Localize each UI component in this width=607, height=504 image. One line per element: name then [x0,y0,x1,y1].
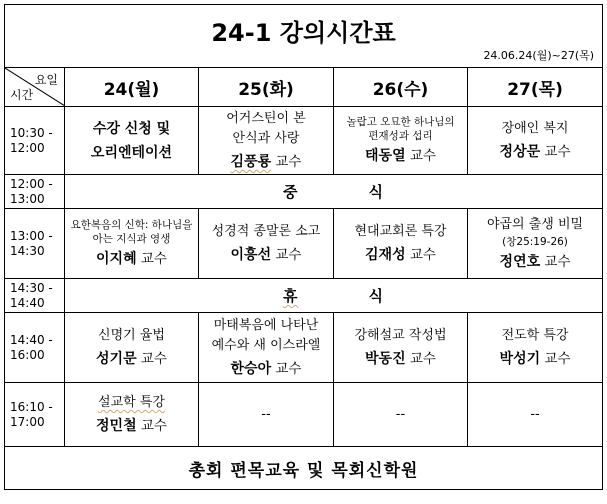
course-title: 오리엔테이션 [90,144,173,161]
timetable [4,4,603,490]
course-title: 어거스틴이 본 [226,111,306,126]
day-axis-label: 요일 [34,73,58,87]
professor: 태동열 교수 [365,148,436,164]
session-cell [334,209,468,279]
professor: 성기문 교수 [96,351,167,367]
empty-session: -- [334,383,468,447]
time-cell: 13:00 - 14:30 [5,209,65,279]
course-title: 편재성과 섭리 [368,130,433,142]
course-title: 마태복음에 나타난 [213,318,319,333]
professor: 김풍룡 교수 [230,154,302,170]
day-header-wed: 26(수) [334,68,468,107]
slot-row [5,107,603,175]
date-range: 24.06.24(월)~27(목) [483,49,595,62]
slot-row [5,209,603,279]
session-cell [65,107,199,175]
empty-session: -- [199,383,334,447]
footer-row [5,447,603,490]
session-cell [65,383,199,447]
header-row [5,68,603,107]
time-axis-label: 시간 [10,88,34,102]
break-row [5,279,603,313]
course-title: 신명기 율법 [98,328,165,343]
professor: 김재성 교수 [365,247,436,263]
course-title: 아는 지식과 영생 [92,233,171,245]
time-cell: 16:10 - 17:00 [5,383,65,447]
course-title: 장애인 복지 [501,121,569,136]
session-cell [468,107,603,175]
empty-session: -- [468,383,603,447]
footer-title: 총회 편목교육 및 목회신학원 [5,447,603,490]
course-title: 놀랍고 오묘한 하나님의 [346,116,455,128]
page-title: 24-1 강의시간표 [211,19,396,47]
course-title: 야곱의 출생 비밀 [486,217,584,232]
timetable-sheet [4,4,602,500]
day-header-thu: 27(목) [468,68,603,107]
corner-cell [5,68,65,107]
time-cell: 12:00 - 13:00 [5,175,65,209]
break-row [5,175,603,209]
course-title: 전도학 특강 [501,328,569,343]
course-reference: (창25:19-26) [502,236,568,248]
course-title: 설교학 특강 [98,395,165,410]
course-title: 강해설교 작성법 [354,328,447,343]
title-cell [5,5,603,68]
session-cell [334,107,468,175]
time-cell: 14:30 - 14:40 [5,279,65,313]
time-cell: 10:30 - 12:00 [5,107,65,175]
session-cell [199,313,334,383]
professor: 이흥선 교수 [230,247,302,263]
professor: 정민철 교수 [96,418,167,434]
session-cell [468,209,603,279]
session-cell [65,313,199,383]
rest-break: 휴 식 [65,279,603,313]
course-title: 수강 신청 및 [92,120,171,137]
course-title: 성경적 종말론 소고 [211,224,321,239]
day-header-mon: 24(월) [65,68,199,107]
professor: 한승아 교수 [230,361,302,377]
day-header-tue: 25(화) [199,68,334,107]
session-cell [65,209,199,279]
professor: 정연호 교수 [499,254,571,270]
slot-row [5,383,603,447]
time-cell: 14:40 - 16:00 [5,313,65,383]
course-title: 요한복음의 신학: 하나님을 [70,219,193,231]
professor: 이지혜 교수 [96,251,167,267]
session-cell [199,107,334,175]
session-cell [334,313,468,383]
course-title: 안식과 사랑 [232,131,300,146]
slot-row [5,313,603,383]
professor: 정상문 교수 [499,144,571,160]
course-title: 현대교회론 특강 [354,224,447,239]
professor: 박성기 교수 [499,351,571,367]
professor: 박동진 교수 [365,351,436,367]
session-cell [468,313,603,383]
lunch-break: 중 식 [65,175,603,209]
session-cell [199,209,334,279]
course-title: 예수와 새 이스라엘 [211,338,321,353]
